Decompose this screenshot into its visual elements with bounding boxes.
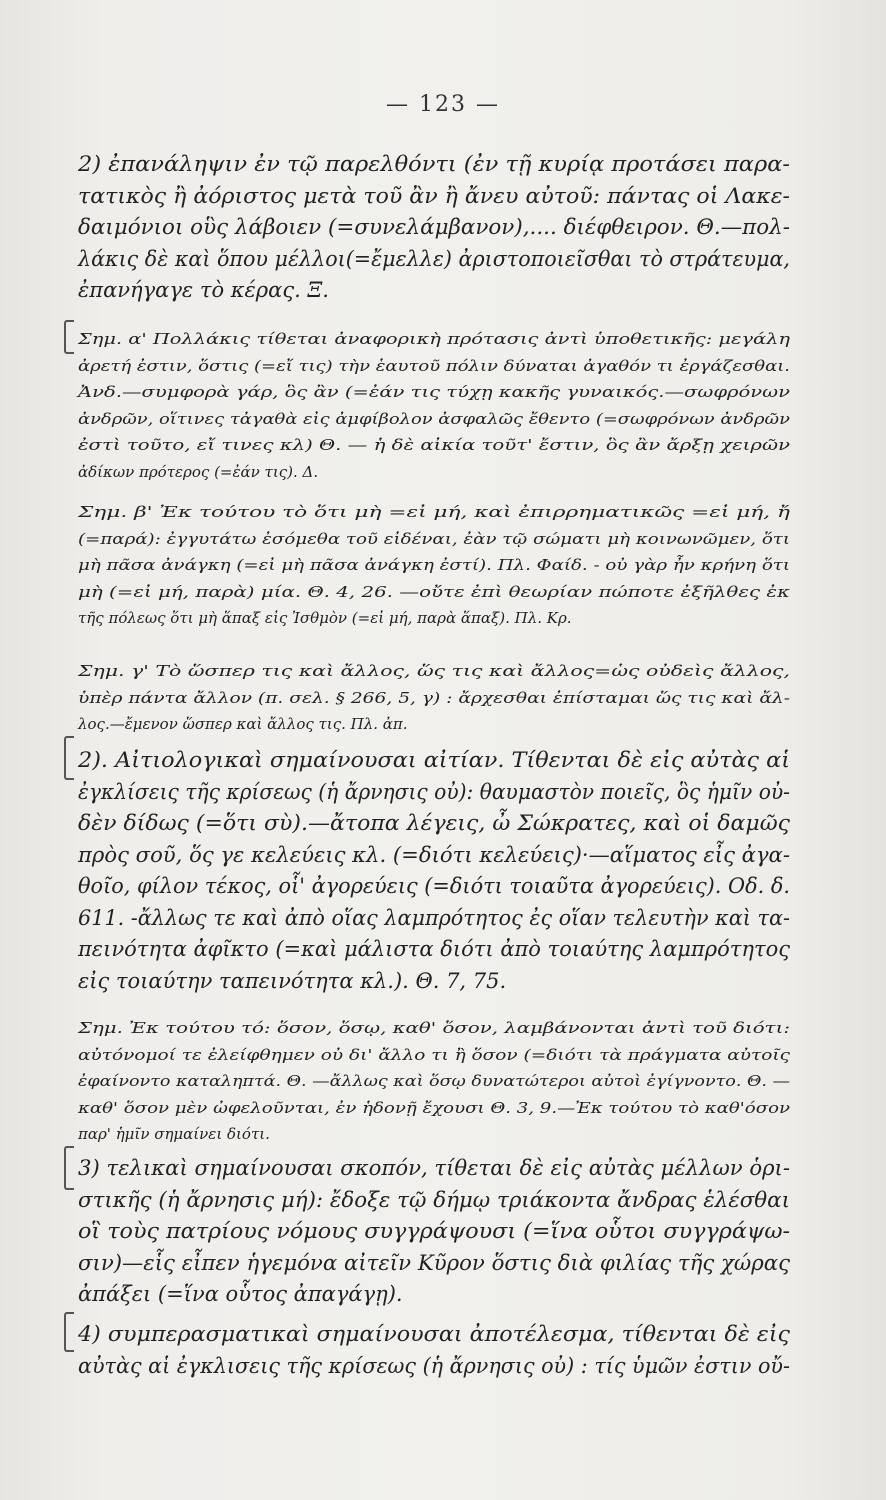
text-line: ἐγκλίσεις τῆς κρίσεως (ἡ ἄρνησις οὐ): θαυμαστὸν ποιεῖς, ὃς ἡμῖν οὐ- [78, 779, 790, 804]
text-line: Σημ. α' Πολλάκις τίθεται ἀναφορικὴ πρότασις ἀντὶ ὑποθετικῆς: μεγάλη [78, 330, 790, 348]
pencil-bracket-mark [64, 320, 74, 354]
text-line: αὐτόνομοί τε ἐλείφθημεν οὐ δι' ἄλλο τι ἢ ὅσον (=διότι τὰ πράγματα αὐτοῖς [78, 1045, 790, 1064]
text-line: λος.—ἔμενον ὥσπερ καὶ ἄλλος τις. Πλ. ἀπ. [78, 715, 408, 733]
text-line: αὐτὰς αἱ ἐγκλισεις τῆς κρίσεως (ἡ ἄρνησις οὐ) : τίς ὑμῶν ἐστιν οὔ- [78, 1353, 790, 1378]
text-line: Σημ. β' Ἐκ τούτου τὸ ὅτι μὴ =εἰ μή, καὶ ἐπιρρηματικῶς =εἰ μή, ἤ [78, 503, 790, 521]
text-line: 2). Αἰτιολογικαὶ σημαίνουσαι αἰτίαν. Τίθενται δὲ εἰς αὐτὰς αἱ [78, 748, 790, 772]
text-line: ἐφαίνοντο καταληπτά. Θ. —ἄλλως καὶ ὅσῳ δυνατώτεροι αὐτοὶ ἐγίγνοντο. Θ. — [78, 1072, 790, 1090]
text-line: 3) τελικαὶ σημαίνουσαι σκοπόν, τίθεται δὲ εἰς αὐτὰς μέλλων ὁρι- [78, 1156, 790, 1180]
text-line: Σημ. Ἐκ τούτου τό: ὅσον, ὅσῳ, καθ' ὅσον, λαμβάνονται ἀντὶ τοῦ διότι: [78, 1019, 790, 1037]
pencil-bracket-mark [64, 1146, 74, 1190]
text-line: ἐστὶ τοῦτο, εἴ τινες κλ) Θ. — ἡ δὲ αἰκία τοῦτ' ἔστιν, ὃς ἂν ἄρξῃ χειρῶν [78, 436, 790, 454]
text-line: τατικὸς ἢ ἀόριστος μετὰ τοῦ ἂν ἢ ἄνευ αὐτοῦ: πάντας οἱ Λακε- [78, 183, 791, 208]
page-number: — 123 — [386, 92, 500, 117]
text-line: (=παρά): ἐγγυτάτω ἐσόμεθα τοῦ εἰδέναι, ἐὰν τῷ σώματι μὴ κοινωνῶμεν, ὅτι [78, 529, 790, 548]
text-line: σιν)—εἷς εἶπεν ἡγεμόνα αἰτεῖν Κῦρον ὅστις διὰ φιλίας τῆς χώρας [78, 1250, 790, 1275]
text-line: λάκις δὲ καὶ ὅπου μέλλοι(=ἔμελλε) ἀριστοποιεῖσθαι τὸ στράτευμα, [78, 246, 790, 271]
text-line: ἀπάξει (=ἵνα οὗτος ἀπαγάγῃ). [78, 1282, 403, 1306]
text-line: παρ' ἡμῖν σημαίνει διότι. [78, 1125, 270, 1143]
text-line: ἀδίκων πρότερος (=ἐάν τις). Δ. [78, 462, 319, 481]
text-line: δὲν δίδως (=ὅτι σὺ).—ἄτοπα λέγεις, ὦ Σώκρατες, καὶ οἱ δαμῶς [78, 811, 791, 835]
text-line: εἰς τοιαύτην ταπεινότητα κλ.). Θ. 7, 75. [78, 968, 507, 993]
text-line: Ἀνδ.—συμφορὰ γάρ, ὃς ἂν (=ἐάν τις τύχῃ κακῆς γυναικός.—σωφρόνων [78, 383, 790, 401]
text-line: ὑπὲρ πάντα ἄλλον (π. σελ. § 266, 5, γ) : ἄρχεσθαι ἐπίσταμαι ὥς τις καὶ ἄλ- [78, 688, 790, 707]
text-line: μὴ πᾶσα ἀνάγκη (=εἰ μὴ πᾶσα ἀνάγκη ἐστί). Πλ. Φαίδ. - οὐ γὰρ ἦν κρήνη ὅτι [78, 556, 791, 574]
text-line: 611. -ἄλλως τε καὶ ἀπὸ οἵας λαμπρότητος ἐς οἵαν τελευτὴν καὶ τα- [78, 905, 790, 930]
text-line: δαιμόνιοι οὓς λάβοιεν (=συνελάμβανον),.... διέφθειρον. Θ.—πολ- [78, 215, 791, 239]
text-line: ἀνδρῶν, οἵτινες τἀγαθὰ εἰς ἀμφίβολον ἀσφαλῶς ἔθεντο (=σωφρόνων ἀνδρῶν [78, 409, 790, 428]
text-line: οἳ τοὺς πατρίους νόμους συγγράψουσι (=ἵνα οὗτοι συγγράψω- [78, 1219, 790, 1243]
text-line: Σημ. γ' Τὸ ὥσπερ τις καὶ ἄλλος, ὥς τις καὶ ἄλλος=ὡς οὐδεὶς ἄλλος, [78, 662, 790, 680]
text-line: πρὸς σοῦ, ὅς γε κελεύεις κλ. (=διότι κελεύεις)·—αἵματος εἶς ἀγα- [78, 842, 790, 867]
text-line: ἐπανήγαγε τὸ κέρας. Ξ. [78, 278, 329, 302]
text-line: πεινότητα ἀφῖκτο (=καὶ μάλιστα διότι ἀπὸ τοιαύτης λαμπρότητος [78, 937, 790, 961]
text-line: ἀρετή ἐστιν, ὅστις (=εἴ τις) τὴν ἑαυτοῦ πόλιν δύναται ἀγαθόν τι ἐργάζεσθαι. [78, 356, 791, 375]
pencil-bracket-mark [64, 736, 74, 780]
pencil-bracket-mark [64, 1312, 74, 1352]
text-line: θοῖο, φίλον τέκος, οἷ' ἀγορεύεις (=διότι τοιαῦτα ἀγορεύεις). Οδ. δ. [78, 874, 790, 898]
text-line: καθ' ὅσον μὲν ὠφελοῦνται, ἐν ἡδονῇ ἔχουσι Θ. 3, 9.—Ἐκ τούτου τὸ καθ'όσον [78, 1098, 790, 1117]
text-line: μὴ (=εἰ μή, παρὰ) μία. Θ. 4, 26. —οὔτε ἐπὶ θεωρίαν πώποτε ἐξῆλθες ἐκ [78, 582, 790, 601]
text-line: 4) συμπερασματικαὶ σημαίνουσαι ἀποτέλεσμα, τίθενται δὲ εἰς [78, 1322, 791, 1346]
text-line: στικῆς (ἡ ἄρνησις μή): ἔδοξε τῷ δήμῳ τριάκοντα ἄνδρας ἑλέσθαι [78, 1187, 790, 1212]
text-line: 2) ἐπανάληψιν ἐν τῷ παρελθόντι (ἐν τῇ κυρίᾳ προτάσει παρα- [78, 152, 790, 176]
text-line: τῆς πόλεως ὅτι μὴ ἅπαξ εἰς Ἰσθμὸν (=εἰ μή, παρὰ ἅπαξ). Πλ. Κρ. [78, 609, 572, 627]
